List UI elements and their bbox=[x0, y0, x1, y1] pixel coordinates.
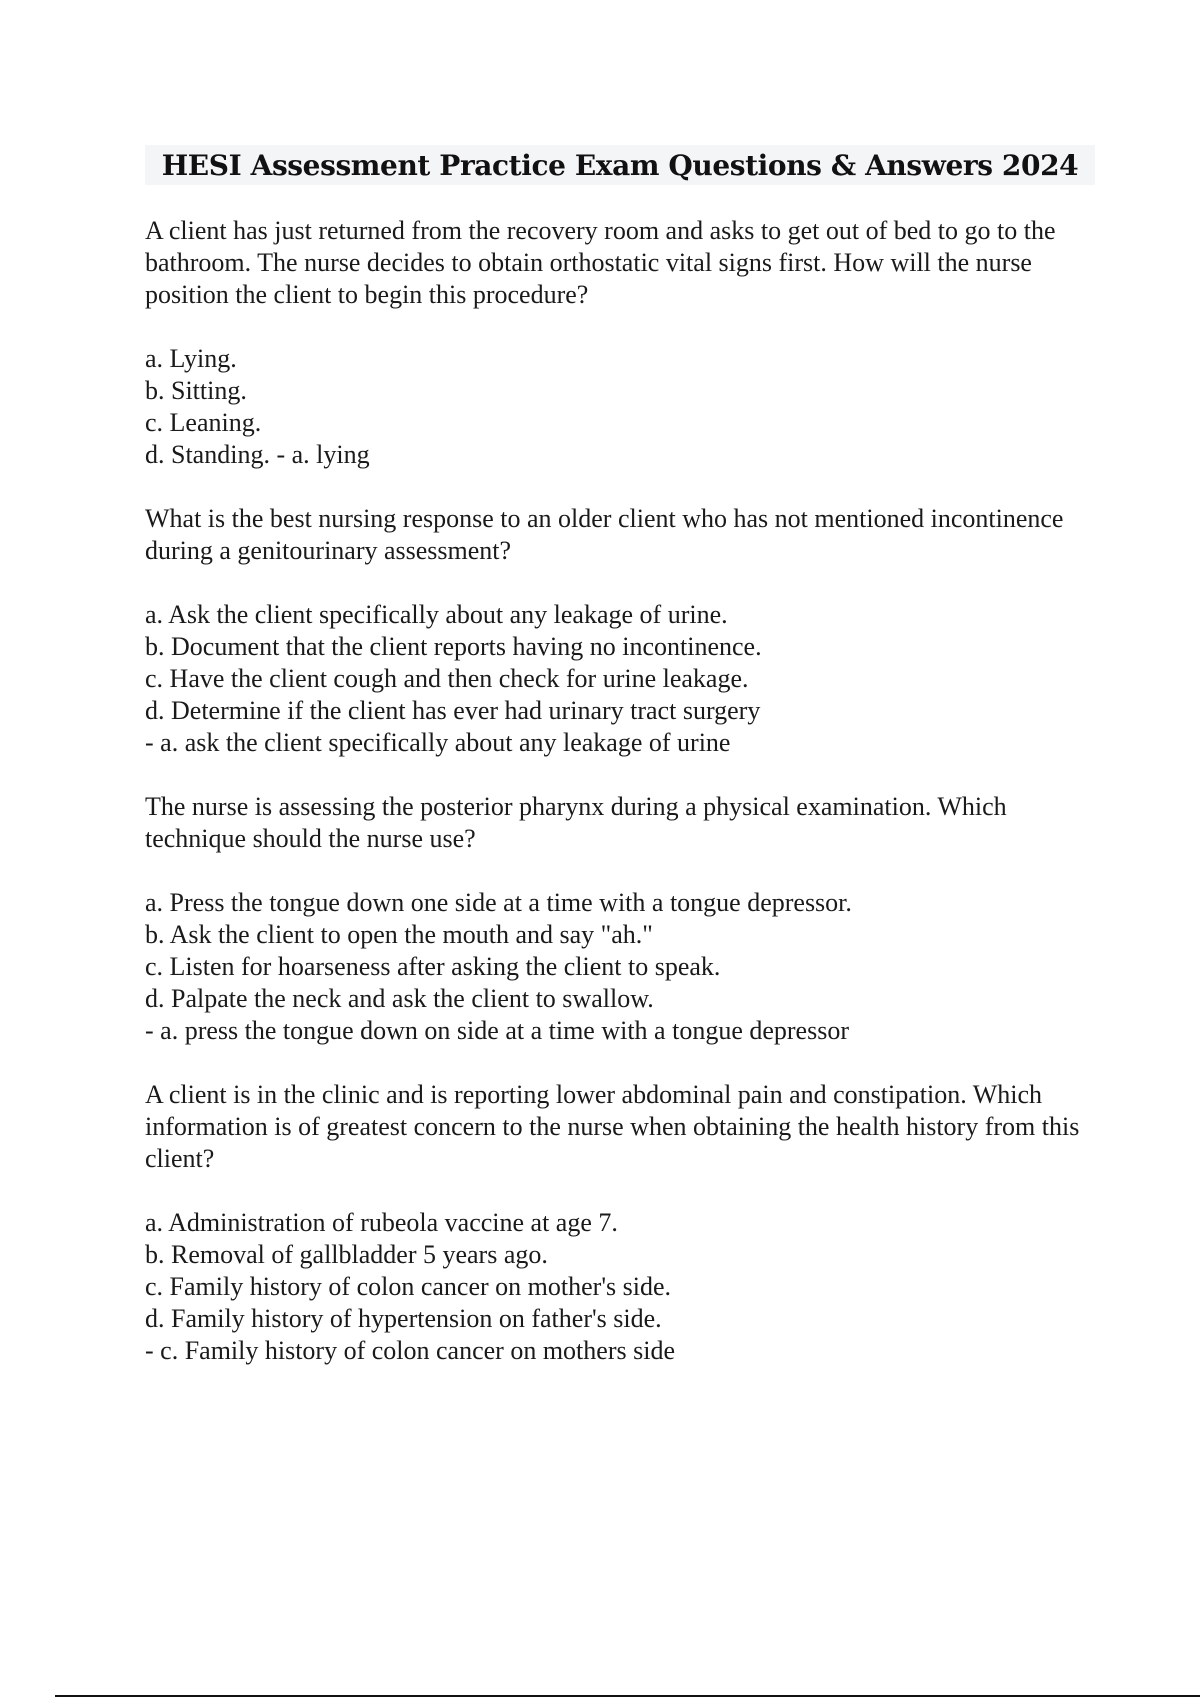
option-d-with-answer: d. Standing. - a. lying bbox=[145, 440, 370, 469]
question-1 bbox=[145, 215, 1085, 471]
option-list bbox=[145, 1207, 1085, 1335]
option-c: c. Have the client cough and then check for urine leakage. bbox=[145, 664, 749, 693]
option-b: b. Ask the client to open the mouth and say "ah." bbox=[145, 920, 653, 949]
option-d: d. Determine if the client has ever had urinary tract surgery bbox=[145, 696, 761, 725]
option-list bbox=[145, 343, 1085, 471]
question-stem: What is the best nursing response to an older client who has not mentioned incontinence during a genitourinary assessment? bbox=[145, 504, 1064, 565]
option-c: c. Listen for hoarseness after asking the client to speak. bbox=[145, 952, 721, 981]
answer-line: - a. ask the client specifically about any leakage of urine bbox=[145, 728, 731, 757]
option-list bbox=[145, 887, 1085, 1015]
option-a: a. Administration of rubeola vaccine at age 7. bbox=[145, 1208, 618, 1237]
option-a: a. Press the tongue down one side at a time with a tongue depressor. bbox=[145, 888, 852, 917]
option-b: b. Removal of gallbladder 5 years ago. bbox=[145, 1240, 548, 1269]
question-4 bbox=[145, 1079, 1085, 1367]
page-title: HESI Assessment Practice Exam Questions & Answers 2024 bbox=[161, 148, 1079, 182]
option-d: d. Family history of hypertension on father's side. bbox=[145, 1304, 662, 1333]
footer-divider bbox=[55, 1695, 1200, 1697]
option-c: c. Family history of colon cancer on mother's side. bbox=[145, 1272, 672, 1301]
question-stem: The nurse is assessing the posterior pharynx during a physical examination. Which technique should the nurse use? bbox=[145, 792, 1007, 853]
question-stem: A client has just returned from the recovery room and asks to get out of bed to go to the bathroom. The nurse decides to obtain orthostatic vital signs first. How will the nurse position the client to begin this procedure? bbox=[145, 216, 1056, 309]
option-a: a. Lying. bbox=[145, 344, 237, 373]
question-3 bbox=[145, 791, 1085, 1047]
answer-line: - c. Family history of colon cancer on mothers side bbox=[145, 1336, 675, 1365]
option-list bbox=[145, 599, 1085, 727]
option-a: a. Ask the client specifically about any leakage of urine. bbox=[145, 600, 728, 629]
option-b: b. Sitting. bbox=[145, 376, 247, 405]
question-stem: A client is in the clinic and is reporting lower abdominal pain and constipation. Which information is of greatest concern to the nurse when obtaining the health history from this client? bbox=[145, 1080, 1080, 1173]
option-b: b. Document that the client reports having no incontinence. bbox=[145, 632, 762, 661]
question-list bbox=[145, 215, 1085, 1399]
option-c: c. Leaning. bbox=[145, 408, 262, 437]
option-d: d. Palpate the neck and ask the client to swallow. bbox=[145, 984, 654, 1013]
answer-line: - a. press the tongue down on side at a time with a tongue depressor bbox=[145, 1016, 849, 1045]
title-band bbox=[145, 145, 1095, 185]
question-2 bbox=[145, 503, 1085, 759]
